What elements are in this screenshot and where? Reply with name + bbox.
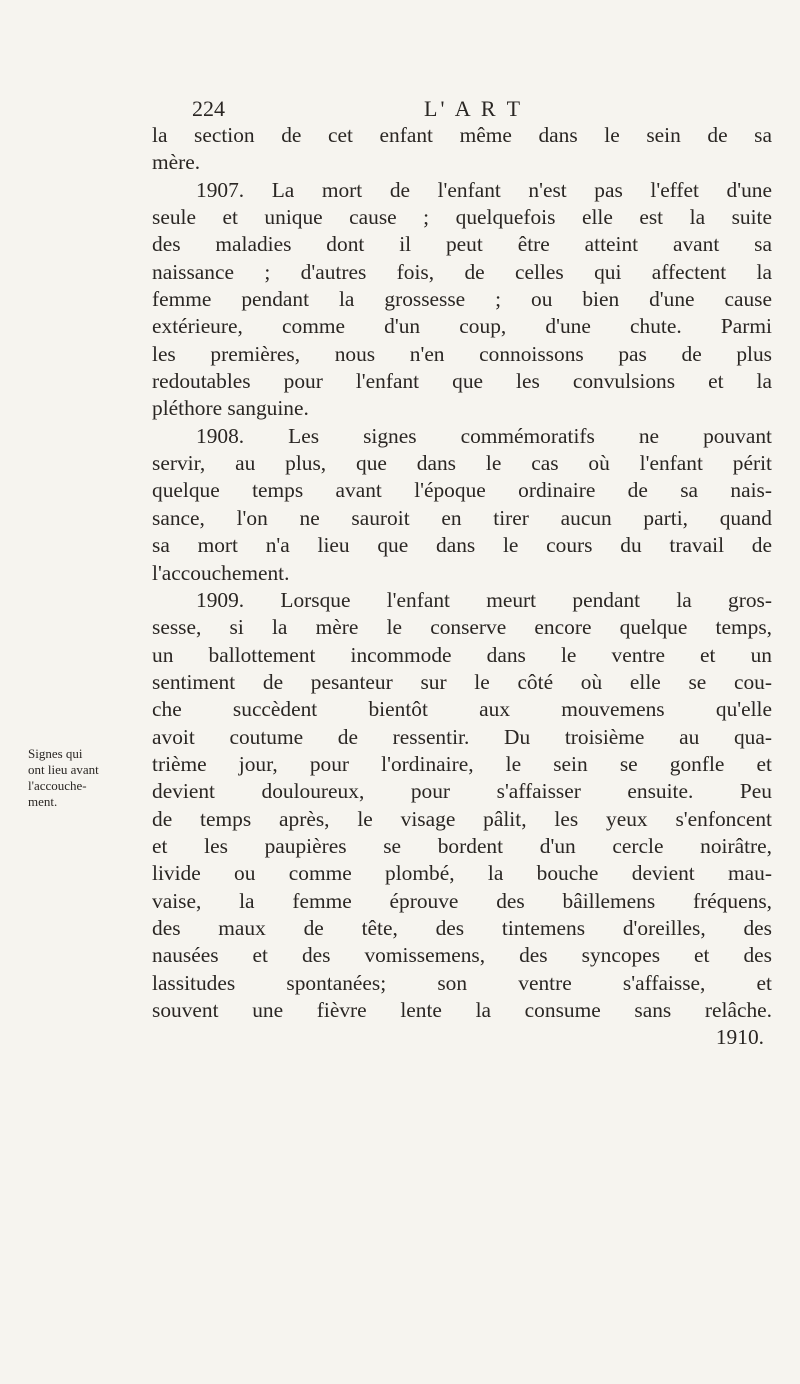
text-line: la section de cet enfant même dans le sein de sa [152,123,772,147]
text-line: et les paupières se bordent d'un cercle noirâtre, [152,833,772,858]
text-line: vaise, la femme éprouve des bâillemens fréquens, [152,888,772,913]
text-line: servir, au plus, que dans le cas où l'enfant périt [152,451,772,476]
margin-note-line: ont lieu avant [28,762,99,777]
text-line: sesse, si la mère le conserve encore quelque temps, [152,615,772,640]
text-line: sance, l'on ne sauroit en tirer aucun parti, quand [152,505,772,530]
margin-note [28,746,150,810]
text-line: pléthore sanguine. [152,396,309,421]
paragraph-1909-start: 1909. Lorsque l'enfant meurt pendant la gros- [196,587,772,612]
text-line: sentiment de pesanteur sur le côté où elle se cou- [152,669,772,694]
text-line: trième jour, pour l'ordinaire, le sein se gonfle et [152,751,772,776]
text-line: femme pendant la grossesse ; ou bien d'une cause [152,287,772,312]
text-line: che succèdent bientôt aux mouvemens qu'elle [152,697,772,722]
margin-note-line: ment. [28,794,58,809]
text-line: les premières, nous n'en connoissons pas de plus [152,341,772,366]
body-text [152,122,772,1052]
text-line: mère. [152,150,201,175]
text-line: souvent une fièvre lente la consume sans relâche. [152,998,772,1022]
text-line: seule et unique cause ; quelquefois elle est la suite [152,205,772,230]
running-head [192,96,772,124]
text-line: nausées et des vomissemens, des syncopes et des [152,943,772,968]
margin-note-line: Signes qui [28,746,83,761]
text-line: livide ou comme plombé, la bouche devient mau- [152,861,772,886]
page-number: 224 [192,96,225,121]
text-line: avoit coutume de ressentir. Du troisième au qua- [152,724,772,749]
paragraph-1907-start: 1907. La mort de l'enfant n'est pas l'effet d'une [196,177,772,202]
text-line: extérieure, comme d'un coup, d'une chute. Parmi [152,314,772,339]
text-line: naissance ; d'autres fois, de celles qui affectent la [152,259,772,284]
paragraph-1908-start: 1908. Les signes commémoratifs ne pouvant [196,423,772,448]
text-line: l'accouchement. [152,560,290,585]
text-line: devient douloureux, pour s'affaisser ensuite. Peu [152,779,772,804]
text-line: sa mort n'a lieu que dans le cours du travail de [152,533,772,558]
running-title: L' A R T [424,96,524,121]
text-line: quelque temps avant l'époque ordinaire de sa nais- [152,478,772,503]
text-line: lassitudes spontanées; son ventre s'affaisse, et [152,970,772,995]
text-line: des maux de tête, des tintemens d'oreilles, des [152,915,772,940]
text-line: un ballottement incommode dans le ventre et un [152,642,772,667]
text-line: de temps après, le visage pâlit, les yeux s'enfoncent [152,806,772,831]
text-line: redoutables pour l'enfant que les convulsions et la [152,369,772,394]
paragraph-number-1910: 1910. [715,1025,764,1050]
margin-note-line: l'accouche- [28,778,87,793]
text-line: des maladies dont il peut être atteint avant sa [152,232,772,257]
